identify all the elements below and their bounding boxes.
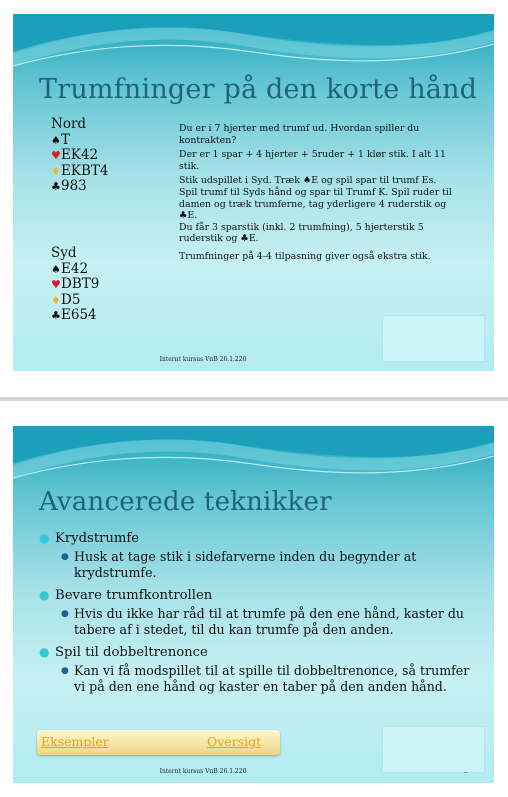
suit-row-hearts [51, 148, 108, 164]
slide-footer: Internt kursus VnB 26.1.220 [159, 768, 247, 775]
sub-bullet-item [39, 606, 479, 638]
corner-panel [382, 315, 485, 362]
suit-row-spades [51, 133, 108, 149]
eksempler-link[interactable]: Eksempler [41, 734, 109, 749]
bullet-item [39, 587, 479, 604]
sub-bullet-text: Kan vi få modspillet til at spille til dobbeltrenonce, så trumfer vi på den ene hånd og kaster en taber på den anden hånd. [74, 663, 470, 694]
paragraph: Stik udspillet i Syd. Træk ♠E og spil spar til trumf Es. Spil trumf til Syds hånd og spar til Trumf K. Spil ruder til damen og træk trumferne, tag yderligere 4 ruderstik og ♣E. [179, 175, 452, 222]
paragraph: Du får 3 sparstik (inkl. 2 trumfning), 5 hjerterstik 5 ruderstik og ♣E. [179, 221, 424, 245]
holding: DBT9 [61, 276, 100, 292]
diamond-icon: ♦ [51, 293, 61, 307]
heart-icon: ♥ [51, 149, 61, 162]
sub-bullet-text: Husk at tage stik i sidefarverne inden du begynder at krydstrumfe. [74, 549, 417, 580]
bullet-item [39, 530, 479, 547]
bullet-text: Spil til dobbeltrenonce [55, 645, 208, 660]
suit-row-diamonds [51, 293, 99, 309]
slide-header-swoosh [13, 14, 494, 124]
paragraph: Der er 1 spar + 4 hjerter + 5ruder + 1 klør stik. I alt 11 stik. [179, 149, 446, 172]
slide-header-swoosh [13, 426, 494, 536]
bullet-list [39, 530, 479, 701]
hand-syd [51, 246, 99, 324]
suit-row-clubs [51, 179, 108, 195]
sub-bullet-item [39, 549, 479, 581]
hand-nord [51, 117, 108, 195]
club-icon: ♣ [51, 180, 61, 193]
bullet-text: Bevare trumfkontrollen [55, 588, 213, 603]
slide-footer: Internt kursus VnB 26.1.220 [159, 356, 247, 363]
hand-label: Nord [51, 116, 87, 132]
holding: 983 [61, 178, 87, 194]
paragraph: Trumfninger på 4-4 tilpasning giver også ekstra stik. [179, 250, 431, 262]
holding: T [61, 131, 71, 148]
slide-avancerede-teknikker [13, 426, 494, 783]
suit-row-diamonds [51, 164, 108, 180]
holding: EK42 [61, 147, 99, 163]
slide-trumfninger [13, 14, 494, 371]
club-icon: ♣ [51, 309, 61, 322]
holding: D5 [61, 291, 81, 308]
corner-panel [382, 726, 485, 773]
suit-row-hearts [51, 277, 99, 293]
sub-bullet-text: Hvis du ikke har råd til at trumfe på den ene hånd, kaster du tabere af i stedet, til du kan trumfe på den anden. [74, 606, 465, 637]
holding: EKBT4 [61, 162, 109, 179]
bullet-icon: ● [39, 531, 50, 545]
spade-icon: ♠ [51, 262, 61, 276]
page-number: -- [463, 769, 468, 776]
sub-bullet-item [39, 663, 479, 695]
hand-label: Syd [51, 245, 77, 261]
navigation-bar [37, 730, 280, 755]
diamond-icon: ♦ [51, 164, 61, 178]
slide-title: Trumfninger på den korte hånd [39, 74, 478, 105]
slide-divider [0, 397, 508, 401]
sub-bullet-icon: ● [61, 609, 69, 619]
heart-icon: ♥ [51, 278, 61, 291]
slide-title: Avancerede teknikker [39, 487, 332, 517]
suit-row-clubs [51, 308, 99, 324]
holding: E654 [61, 307, 97, 323]
bullet-icon: ● [39, 588, 50, 602]
bullet-text: Krydstrumfe [55, 531, 140, 546]
sub-bullet-icon: ● [61, 666, 69, 676]
paragraph: Du er i 7 hjerter med trumf ud. Hvordan spiller du kontrakten? [179, 123, 420, 146]
holding: E42 [61, 260, 89, 277]
sub-bullet-icon: ● [61, 552, 69, 562]
explanation-text [179, 123, 454, 266]
bullet-item [39, 644, 479, 661]
spade-icon: ♠ [51, 133, 61, 147]
suit-row-spades [51, 262, 99, 278]
oversigt-link[interactable]: Oversigt [207, 734, 262, 749]
bullet-icon: ● [39, 645, 50, 659]
